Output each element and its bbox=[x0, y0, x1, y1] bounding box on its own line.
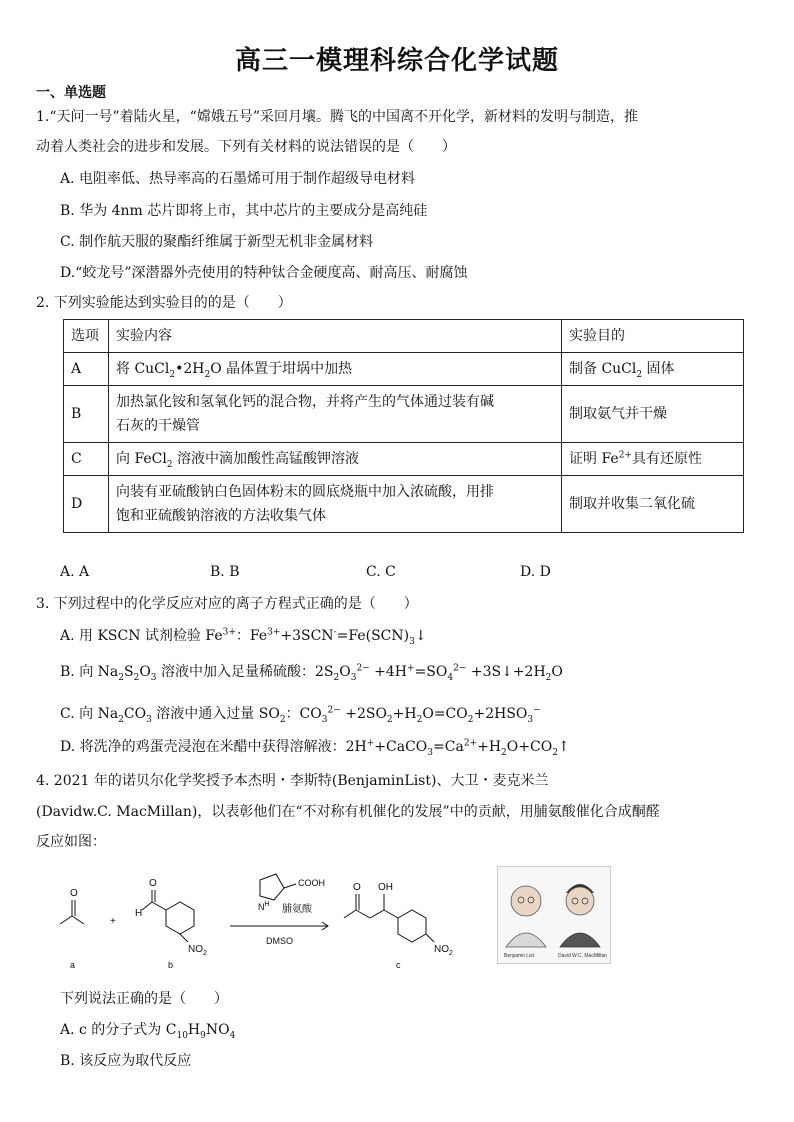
table-cell-content: 将 $CuCl_2•2H_2O$ 晶体置于坩埚中加热 bbox=[109, 353, 562, 386]
atom-label-o-c: O bbox=[353, 882, 361, 893]
table-header-row bbox=[64, 320, 744, 353]
q1-option-b: B. 华为 4nm 芯片即将上市，其中芯片的主要成分是高纯硅 bbox=[60, 203, 428, 219]
nitrobenzaldehyde-structure bbox=[142, 890, 194, 942]
nitro-label-b: $NO_2$ bbox=[188, 944, 207, 957]
atom-label-o: O bbox=[70, 888, 78, 899]
q3-option-b: B. 向 $Na_2S_2O_3$ 溶液中加入足量稀硫酸：$2S_2O_3^{2-} +4H^+=SO_4^{2-}$ $+3S↓+2H_2O$ bbox=[60, 663, 563, 683]
table-row bbox=[64, 476, 744, 533]
table-header-cell: 实验内容 bbox=[109, 320, 562, 353]
q2-answer-b: B. B bbox=[210, 564, 240, 580]
laureates-portraits bbox=[498, 867, 610, 963]
table-row bbox=[64, 386, 744, 443]
table-cell-purpose: 证明 $Fe^{2+}$具有还原性 bbox=[562, 443, 744, 476]
q1-option-d: D.“蛟龙号”深潜器外壳使用的特种钛合金硬度高、耐高压、耐腐蚀 bbox=[60, 265, 468, 281]
table-cell-option: C bbox=[64, 443, 109, 476]
compound-label-a: a bbox=[70, 960, 76, 970]
table-cell-option: B bbox=[64, 386, 109, 443]
table-header-cell: 选项 bbox=[64, 320, 109, 353]
atom-label-h: H bbox=[135, 908, 143, 919]
portrait-caption-left: Benjamin List bbox=[504, 953, 535, 959]
portrait-right bbox=[560, 884, 600, 947]
q3-option-c: C. 向 $Na_2CO_3$ 溶液中通入过量 $SO_2$：$CO_3^{2-} +2SO_2+H_2O=CO_2+2HSO_3^-$ bbox=[60, 705, 541, 725]
q3-option-d: D. 将洗净的鸡蛋壳浸泡在米醋中获得溶解液：$2H^++CaCO_3=Ca^{2+}+H_2O+CO_2↑$ bbox=[60, 738, 570, 758]
proline-structure bbox=[260, 874, 296, 900]
nh-label: $N^H$ bbox=[258, 901, 270, 912]
table-cell-content: 向装有亚硫酸钠白色固体粉末的圆底烧瓶中加入浓硫酸，用排 饱和亚硫酸钠溶液的方法收集气体 bbox=[109, 476, 562, 533]
q2-answer-d: D. D bbox=[520, 564, 551, 580]
solvent-label: DMSO bbox=[266, 936, 293, 946]
compound-label-b: b bbox=[168, 960, 174, 970]
q4-sub-stem: 下列说法正确的是（ ） bbox=[60, 991, 228, 1007]
table-cell-option: D bbox=[64, 476, 109, 533]
table-row bbox=[64, 443, 744, 476]
table-cell-content: 加热氯化铵和氢氧化钙的混合物，并将产生的气体通过装有碱 石灰的干燥管 bbox=[109, 386, 562, 443]
table-cell-purpose: 制取并收集二氧化硫 bbox=[562, 476, 744, 533]
table-cell-purpose: 制取氨气并干燥 bbox=[562, 386, 744, 443]
table-header-cell: 实验目的 bbox=[562, 320, 744, 353]
q2-stem: 2. 下列实验能达到实验目的的是（ ） bbox=[36, 295, 292, 311]
product-structure bbox=[344, 894, 434, 942]
q4-stem-line2: (Davidw.C. MacMillan)，以表彰他们在“不对称有机催化的发展”中的贡献，用脯氨酸催化合成酮醛 bbox=[36, 804, 660, 820]
q3-stem: 3. 下列过程中的化学反应对应的离子方程式正确的是（ ） bbox=[36, 596, 418, 612]
table-cell-option: A bbox=[64, 353, 109, 386]
q4-stem-line3: 反应如图： bbox=[36, 834, 106, 850]
q3-option-a: A. 用 KSCN 试剂检验 $Fe^{3+}$：$Fe^{3+}+3SCN^-=Fe(SCN)_3↓$ bbox=[60, 627, 427, 647]
plus-sign: + bbox=[110, 916, 116, 927]
laureates-portrait-image bbox=[497, 866, 611, 964]
atom-label-oh: OH bbox=[378, 882, 393, 893]
q2-answer-a: A. A bbox=[60, 564, 90, 580]
portrait-left bbox=[506, 886, 546, 947]
atom-label-o-b: O bbox=[149, 878, 157, 889]
section-heading: 一、单选题 bbox=[36, 85, 106, 101]
page-title: 高三一模理科综合化学试题 bbox=[234, 46, 559, 76]
cooh-label: COOH bbox=[298, 878, 325, 888]
q2-table bbox=[63, 319, 744, 533]
q1-stem-line2: 动着人类社会的进步和发展。下列有关材料的说法错误的是（ ） bbox=[36, 139, 456, 155]
q1-option-a: A. 电阻率低、热导率高的石墨烯可用于制作超级导电材料 bbox=[60, 171, 416, 187]
q1-stem-line1: 1.“天问一号”着陆火星，“嫦娥五号”采回月壤。腾飞的中国离不开化学，新材料的发明与制造，推 bbox=[36, 109, 638, 125]
nitro-label-c: $NO_2$ bbox=[434, 944, 453, 957]
q4-stem-line1: 4. 2021 年的诺贝尔化学奖授予本杰明・李斯特(BenjaminList)、大卫・麦克米兰 bbox=[36, 773, 549, 789]
table-cell-content: 向 FeCl$_2$ 溶液中滴加酸性高锰酸钾溶液 bbox=[109, 443, 562, 476]
compound-label-c: c bbox=[396, 960, 401, 970]
reaction-arrow bbox=[230, 922, 328, 930]
acetone-structure bbox=[60, 900, 84, 924]
table-row bbox=[64, 353, 744, 386]
q4-option-a: A. c 的分子式为 $C_{10}H_9NO_4$ bbox=[60, 1022, 236, 1041]
q4-option-b: B. 该反应为取代反应 bbox=[60, 1053, 192, 1069]
q1-option-c: C. 制作航天服的聚酯纤维属于新型无机非金属材料 bbox=[60, 234, 374, 250]
portrait-caption-right: David W.C. MacMillan bbox=[558, 953, 607, 959]
catalyst-label: 脯氨酸 bbox=[282, 904, 312, 915]
q2-answer-c: C. C bbox=[366, 564, 396, 580]
table-cell-purpose: 制备 CuCl$_2$ 固体 bbox=[562, 353, 744, 386]
